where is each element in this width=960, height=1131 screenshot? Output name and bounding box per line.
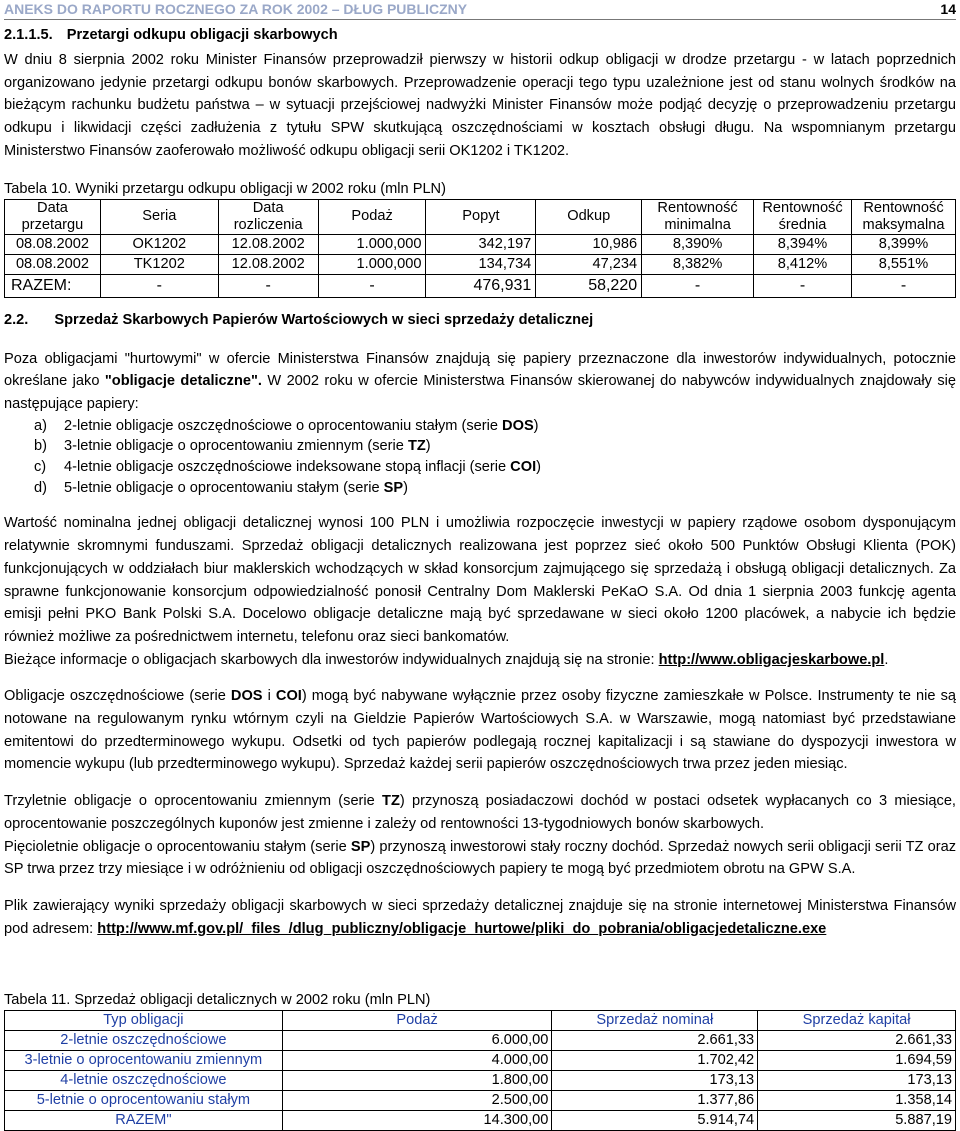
section-number: 2.1.1.5. (4, 27, 53, 43)
table10-header-cell: Odkup (536, 199, 642, 234)
table10-header-cell: Data przetargu (5, 199, 101, 234)
table-cell: 2.661,33 (758, 1031, 956, 1051)
table10-header-cell: Rentowność średnia (754, 199, 852, 234)
table-cell: 342,197 (426, 234, 536, 254)
table-cell: - (754, 274, 852, 297)
table-cell: 173,13 (758, 1071, 956, 1091)
table10-header-cell: Data rozliczenia (218, 199, 318, 234)
table-cell: - (218, 274, 318, 297)
table-cell: 4.000,00 (282, 1051, 552, 1071)
list-item: b) 3-letnie obligacje o oprocentowaniu zmiennym (serie TZ) (34, 438, 431, 455)
table10-header-cell: Rentowność minimalna (642, 199, 754, 234)
table-cell: 4-letnie oszczędnościowe (5, 1071, 283, 1091)
table11-header-cell: Sprzedaż kapitał (758, 1011, 956, 1031)
table-cell: RAZEM" (5, 1111, 283, 1131)
table10-header-cell: Podaż (318, 199, 426, 234)
paragraph-results-file: Plik zawierający wyniki sprzedaży obligacji skarbowych w sieci sprzedaży detalicznej znajduje się na stronie internetowej Ministerstwa Finansów pod adresem: http://www.mf.gov.pl/_files_/dlug_publiczny/obligacje_hurtowe/pliki_do_pobrania/obligacjedetaliczne.exe (4, 897, 956, 937)
table-cell: 2.500,00 (282, 1091, 552, 1111)
page-number: 14 (940, 1, 956, 17)
table-cell: 6.000,00 (282, 1031, 552, 1051)
paragraph-retail-intro: Poza obligacjami "hurtowymi" w ofercie Ministerstwa Finansów znajdują się papiery przeznaczone dla inwestorów indywidualnych, potocznie określane jako "obligacje detaliczne". W 2002 roku w ofercie Ministerstwa Finansów skierowanej do nabywców indywidualnych znajdowały się następujące papiery: (4, 350, 956, 412)
table-cell: 476,931 (426, 274, 536, 297)
table-cell: 1.800,00 (282, 1071, 552, 1091)
table-row (5, 254, 956, 274)
table11-header-row (5, 1011, 956, 1031)
paragraph-info-site: Bieżące informacje o obligacjach skarbowych dla inwestorów indywidualnych znajdują się na stronie: http://www.obligacjeskarbowe.pl. (4, 651, 889, 668)
table-cell: - (851, 274, 955, 297)
table-row (5, 1031, 956, 1051)
table10-header-row (5, 199, 956, 234)
header-title: ANEKS DO RAPORTU ROCZNEGO ZA ROK 2002 – DŁUG PUBLICZNY (4, 1, 468, 17)
table-cell: 3-letnie o oprocentowaniu zmiennym (5, 1051, 283, 1071)
list-item: a) 2-letnie obligacje oszczędnościowe o oprocentowaniu stałym (serie DOS) (34, 417, 539, 434)
table-cell: 1.000,000 (318, 234, 426, 254)
table-cell: RAZEM: (5, 274, 101, 297)
table-cell: 2-letnie oszczędnościowe (5, 1031, 283, 1051)
table10-header-cell: Seria (100, 199, 218, 234)
table11-caption: Tabela 11. Sprzedaż obligacji detalicznych w 2002 roku (mln PLN) (4, 992, 431, 1009)
table-cell: 173,13 (552, 1071, 758, 1091)
section-title: Przetargi odkupu obligacji skarbowych (66, 27, 338, 43)
section-heading-2-2 (4, 310, 956, 330)
list-item: d) 5-letnie obligacje o oprocentowaniu stałym (serie SP) (34, 479, 408, 496)
table-row (5, 1071, 956, 1091)
table-cell: 5.887,19 (758, 1111, 956, 1131)
table-cell: 47,234 (536, 254, 642, 274)
table-cell: 14.300,00 (282, 1111, 552, 1131)
paragraph-nominal-value: Wartość nominalna jednej obligacji detalicznej wynosi 100 PLN i umożliwia rozpoczęcie inwestycji w papiery rządowe osobom dysponującym relatywnie skromnymi funduszami. Sprzedaż obligacji detalicznych realizowana jest poprzez sieć około 500 Punktów Obsługi Klienta (POK) funkcjonujących w oddziałach biur maklerskich wchodzących w skład konsorcjum zajmującego się sprzedażą i obsługą obligacji detalicznych. Za sprawne funkcjonowanie konsorcjum odpowiedzialność ponosił Centralny Dom Maklerski PeKaO S.A. Od dnia 1 sierpnia 2003 funkcję agenta emisji pełni PKO Bank Polski S.A. Docelowo obligacje detaliczne mają być sprzedawane w sieci około 1200 placówek, a nabycie ich będzie również możliwe za pośrednictwem internetu, telefonu oraz sieci bankomatów. (4, 515, 956, 645)
section-number: 2.2. (4, 311, 29, 328)
table11-header-cell: Podaż (282, 1011, 552, 1031)
obligacje-link[interactable]: http://www.obligacjeskarbowe.pl (658, 651, 885, 668)
section-heading-2-1-1-5 (4, 25, 956, 45)
table-cell: 8,551% (851, 254, 955, 274)
table11-total-row (5, 1111, 956, 1131)
table-cell: 8,382% (642, 254, 754, 274)
table-cell: 1.000,000 (318, 254, 426, 274)
paragraph-savings-bonds: Obligacje oszczędnościowe (serie DOS i COI) mogą być nabywane wyłącznie przez osoby fizyczne zamieszkałe w Polsce. Instrumenty te nie są notowane na regulowanym rynku wtórnym czyli na Gieldzie Papierów Wartościowych S.A. w Warszawie, mogą natomiast być przedstawiane emitentowi do przedterminowego wykupu. Odsetki od tych papierów podlegają rocznej kapitalizacji i są stawiane do dyspozycji inwestora w momencie wykupu (lub przedterminowego wykupu). Sprzedaż każdej serii papierów oszczędnościowych trwa przez jeden miesiąc. (4, 688, 956, 773)
table-cell: 8,390% (642, 234, 754, 254)
table10-total-row (5, 274, 956, 297)
table-cell: OK1202 (100, 234, 218, 254)
paragraph-tz-bonds: Trzyletnie obligacje o oprocentowaniu zmiennym (serie TZ) przynoszą posiadaczowi dochód w postaci odsetek wypłacanych co 3 miesiące, oprocentowanie poszczególnych kuponów jest zmienne i zależy od rentowności 13-tygodniowych bonów skarbowych. (4, 793, 956, 832)
table-cell: 1.358,14 (758, 1091, 956, 1111)
table10 (4, 199, 956, 298)
table-cell: 8,412% (754, 254, 852, 274)
table10-header-cell: Rentowność maksymalna (851, 199, 955, 234)
table-cell: 12.08.2002 (218, 234, 318, 254)
bond-type-list (4, 416, 956, 499)
table-cell: 08.08.2002 (5, 234, 101, 254)
table-cell: 5-letnie o oprocentowaniu stałym (5, 1091, 283, 1111)
table-cell: 12.08.2002 (218, 254, 318, 274)
table-cell: 10,986 (536, 234, 642, 254)
table-cell: 1.702,42 (552, 1051, 758, 1071)
table-cell: - (642, 274, 754, 297)
table-cell: 58,220 (536, 274, 642, 297)
table-cell: 134,734 (426, 254, 536, 274)
mf-file-link[interactable]: http://www.mf.gov.pl/_files_/dlug_publiczny/obligacje_hurtowe/pliki_do_pobrania/obligacjedetaliczne.exe (97, 920, 827, 937)
table-cell: 1.377,86 (552, 1091, 758, 1111)
table11-header-cell: Sprzedaż nominał (552, 1011, 758, 1031)
table-cell: 1.694,59 (758, 1051, 956, 1071)
table-row (5, 1091, 956, 1111)
table-row (5, 234, 956, 254)
table-cell: 8,399% (851, 234, 955, 254)
paragraph-sp-bonds: Pięcioletnie obligacje o oprocentowaniu stałym (serie SP) przynoszą inwestorowi stały roczny dochód. Sprzedaż nowych serii obligacji serii TZ oraz SP trwa przez trzy miesiące i w odróżnieniu od obligacji oszczędnościowych papiery te mogą być przedmiotem obrotu na GPW S.A. (4, 838, 956, 878)
table-row (5, 1051, 956, 1071)
table-cell: 2.661,33 (552, 1031, 758, 1051)
table-cell: 8,394% (754, 234, 852, 254)
table11-header-cell: Typ obligacji (5, 1011, 283, 1031)
table-cell: TK1202 (100, 254, 218, 274)
table-cell: 5.914,74 (552, 1111, 758, 1131)
page-header (4, 0, 956, 20)
section-title: Sprzedaż Skarbowych Papierów Wartościowych w sieci sprzedaży detalicznej (54, 311, 594, 328)
paragraph-buyback: W dniu 8 sierpnia 2002 roku Minister Finansów przeprowadził pierwszy w historii odkup obligacji w drodze przetargu - w latach poprzednich organizowano jedynie przetargi odkupu bonów skarbowych. Przeprowadzenie operacji tego typu uzależnione jest od stanu wolnych środków na bieżącym rachunku budżetu państwa – w sytuacji przejściowej nadwyżki Minister Finansów może podjąć decyzję o przeprowadzeniu przetargu odkupu i likwidacji części zadłużenia z tytułu SPW skutkującą oszczędnościami w kosztach obsługi długu. Na wspomnianym przetargu Ministerstwo Finansów zaoferowało możliwość odkupu obligacji serii OK1202 i TK1202. (4, 52, 956, 159)
table10-header-cell: Popyt (426, 199, 536, 234)
table11 (4, 1010, 956, 1131)
list-item: c) 4-letnie obligacje oszczędnościowe indeksowane stopą inflacji (serie COI) (34, 459, 541, 476)
table10-caption: Tabela 10. Wyniki przetargu odkupu obligacji w 2002 roku (mln PLN) (4, 180, 446, 197)
table-cell: - (318, 274, 426, 297)
table-cell: - (100, 274, 218, 297)
table-cell: 08.08.2002 (5, 254, 101, 274)
